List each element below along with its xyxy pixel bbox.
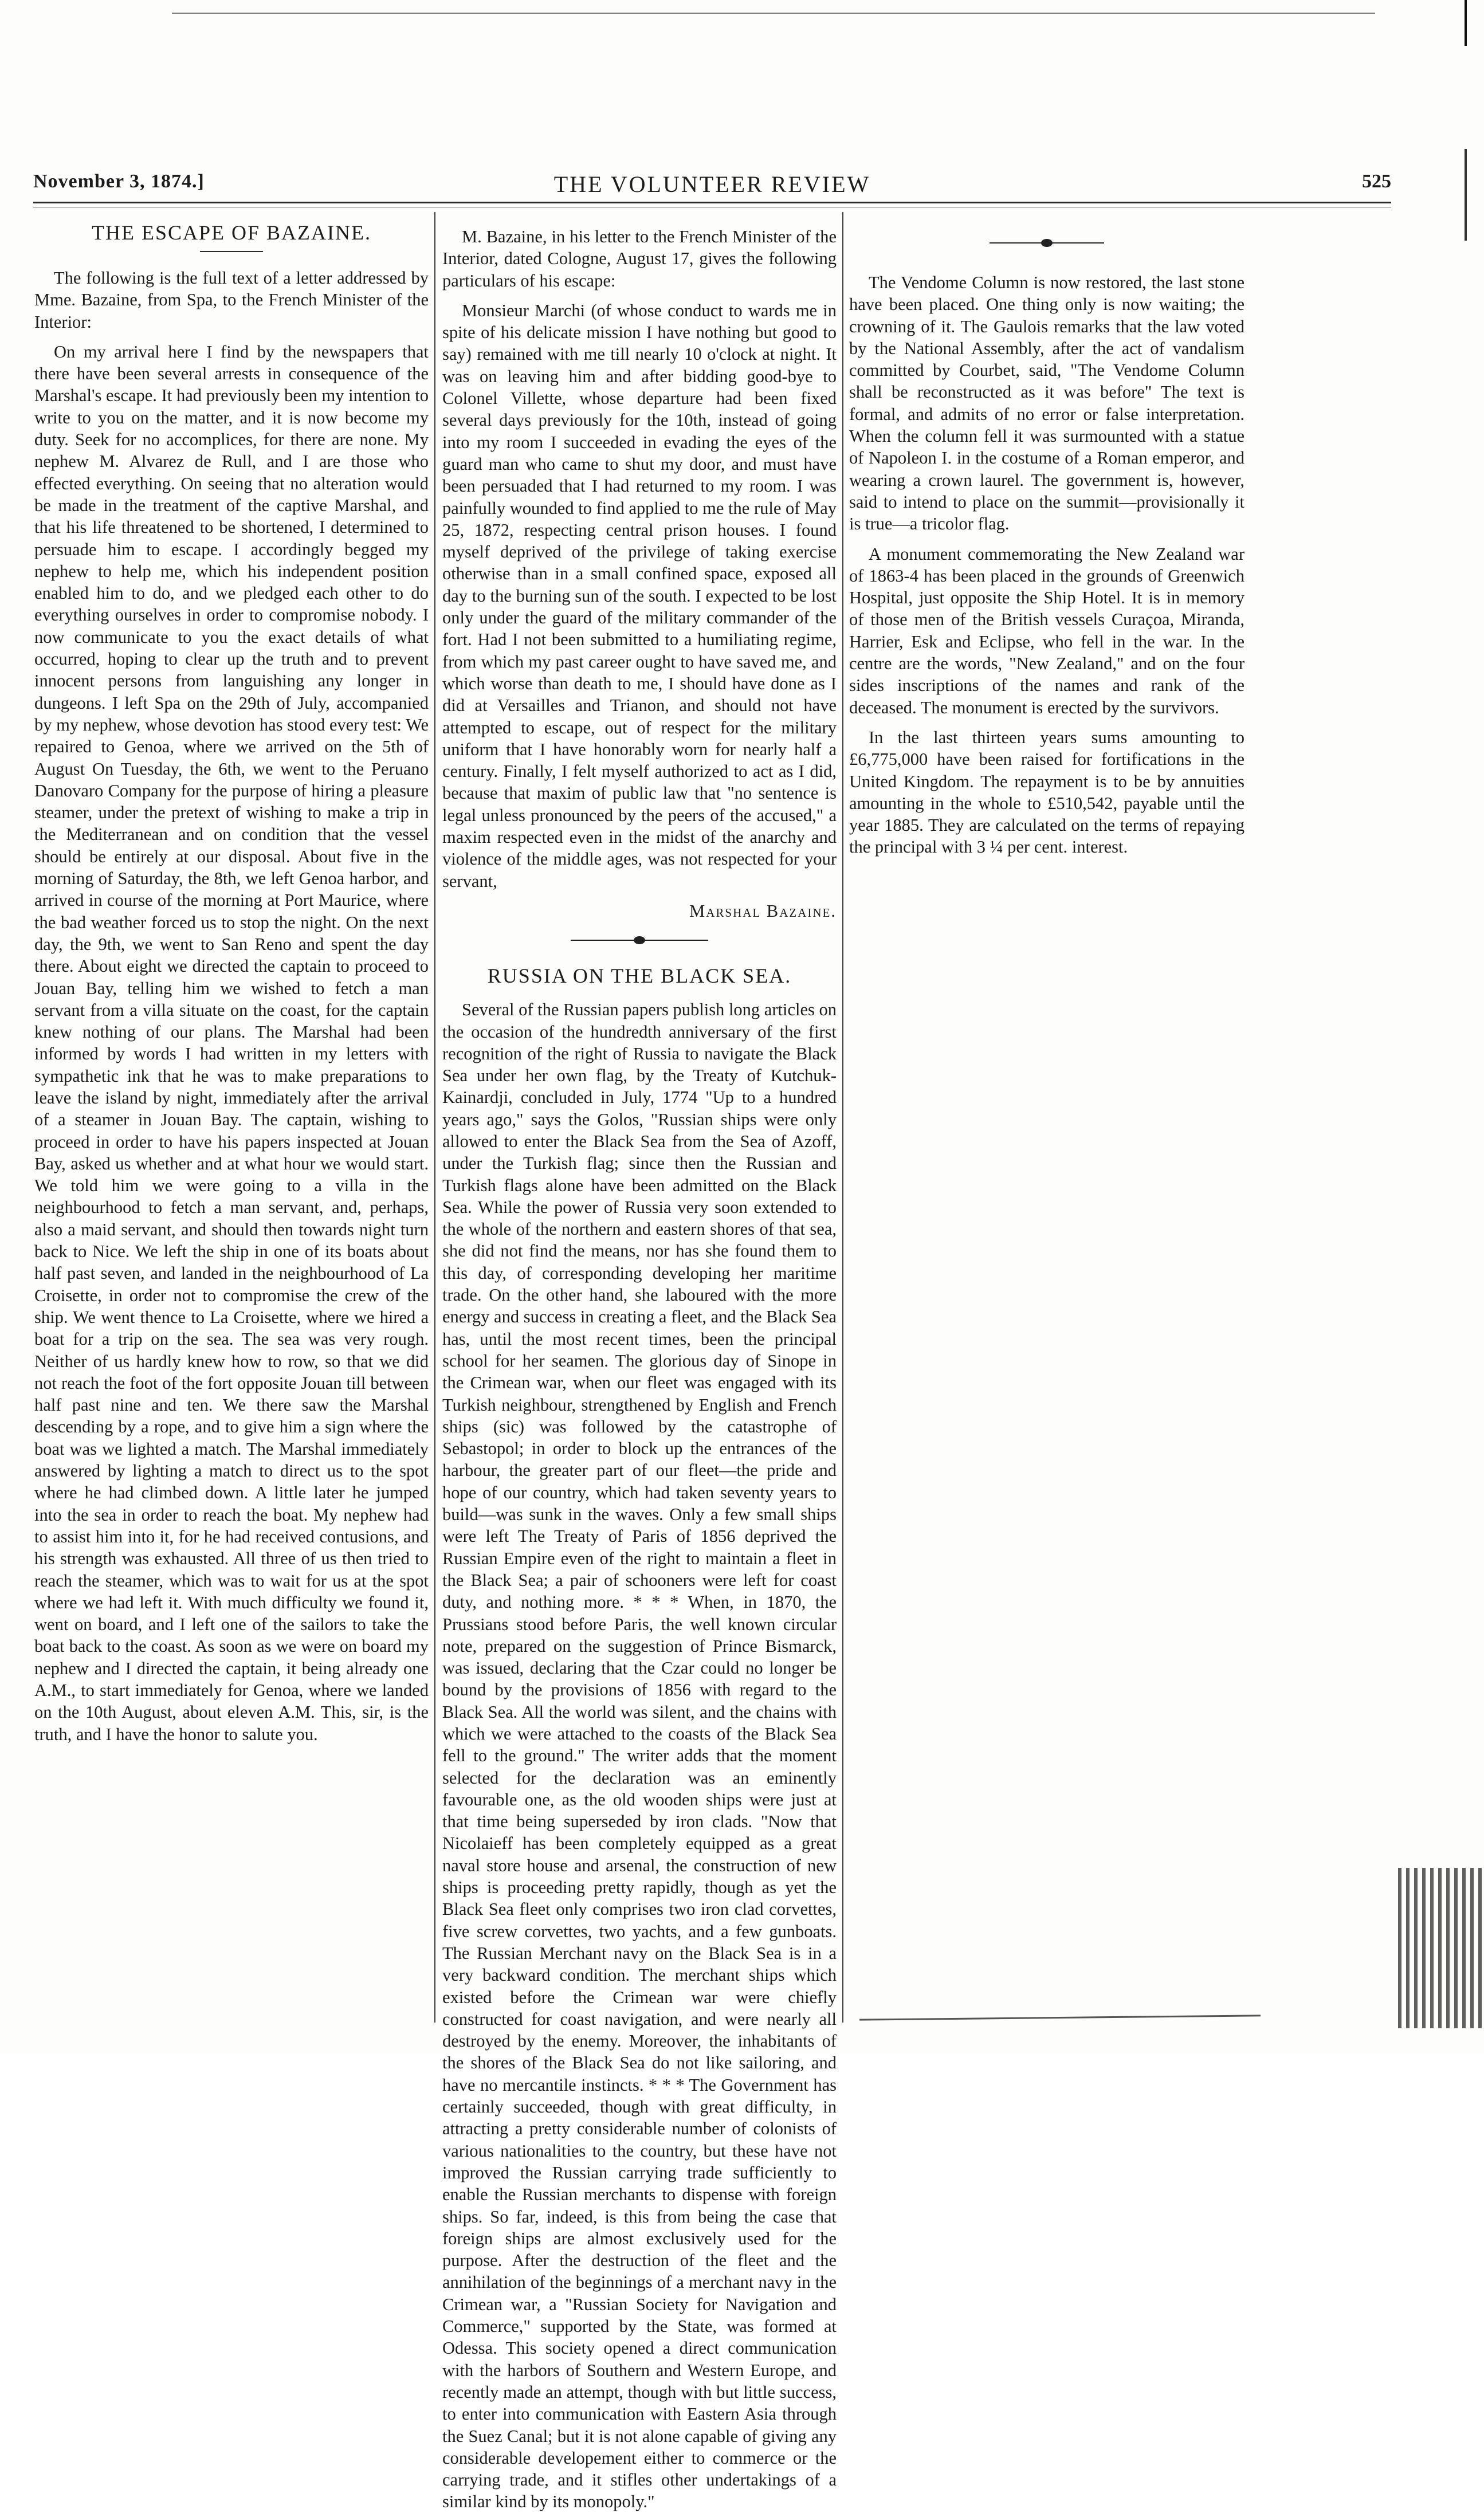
note-vendome-column: The Vendome Column is now restored, the last stone have been placed. One thing only is now waiting; the crowning of it. The Gaulois remarks that the law voted by the National Assembly, after the act of vandalism committed by Courbet, said, "The Vendome Column shall be reconstructed as it was before" The text is formal, and admits of no error or false interpretation. When the column fell it was surmounted with a statue of Napoleon I. in the costume of a Roman emperor, and wearing a crown laurel. The government is, however, said to intend to place on the summit—provisionally it is true—a tricolor flag. xyxy=(849,273,1244,534)
column-1 xyxy=(34,218,429,2020)
section-ornament xyxy=(571,934,708,946)
article-title-russia: RUSSIA ON THE BLACK SEA. xyxy=(487,964,792,988)
marshal-letter-body: Monsieur Marchi (of whose conduct to wards me in spite of his delicate mission I have nothing but good to say) remained with me till nearly 10 o'clock at night. It was on leaving him and after bidding good-bye to Colonel Villette, whose departure had been fixed several days previously for the 10th, instead of going into my room I succeeded in evading the eyes of the guard man who came to shut my door, and must have been persuaded that I had returned to my room. I was painfully wounded to find applied to me the rule of May 25, 1872, respecting central prison houses. I found myself deprived of the privilege of taking exercise otherwise than in a small confined space, exposed all day to the burning sun of the south. I expected to be lost only under the guard of the military commander of the fort. Had I not been submitted to a humiliating regime, from which my past career ought to have saved me, and which worse than death to me, I should have done as I did at Versailles and Trianon, and should not have attempted to escape, out of respect for the military uniform that I have honorably worn for nearly half a century. Finally, I felt myself authorized to act as I did, because that maxim of public law that "no sentence is legal unless pronounced by the peers of the accused," a maxim respected even in the midst of the anarchy and violence of the middle ages, was not respected for your servant, xyxy=(442,300,837,891)
column-divider xyxy=(842,212,843,2023)
column-divider xyxy=(434,212,435,2023)
article-title-bazaine: THE ESCAPE OF BAZAINE. xyxy=(91,221,371,244)
article-intro: The following is the full text of a letter addressed by Mme. Bazaine, from Spa, to the French Minister of the Interior: xyxy=(34,268,429,332)
scan-artifact-right-edge xyxy=(1465,0,1467,2053)
letter-mme-bazaine: On my arrival here I find by the newspapers that there have been several arrests in consequence of the Marshal's escape. It had previously been my intention to write to you on the matter, and it is now become my duty. Seek for no accomplices, for there are none. My nephew M. Alvarez de Rull, and I are those who effected everything. On seeing that no alteration would be made in the treatment of the captive Marshal, and that his life threatened to be shortened, I determined to persuade him to escape. I accordingly begged my nephew to help me, which his independent position enabled him to do, and we pledged each other to do everything ourselves in order to compromise nobody. I now communicate to you the exact details of what occurred, hoping to clear up the truth and to prevent innocent persons from languishing any longer in dungeons. I left Spa on the 29th of July, accompanied by my nephew, whose devotion has stood every test: We repaired to Genoa, where we arrived on the 5th of August On Tuesday, the 6th, we went to the Peruano Danovaro Company for the purpose of hiring a pleasure steamer, under the pretext of wishing to make a trip in the Mediterranean and on condition that the vessel should be entirely at our disposal. About five in the morning of Saturday, the 8th, we left Genoa harbor, and arrived in course of the morning at Port Maurice, where the bad weather forced us to stop the night. On the next day, the 9th, we went to San Reno and spent the day there. About eight we directed the captain to proceed to Jouan Bay, telling him we wished to fetch a man servant from a villa situate on the coast, for the captain knew nothing of our plans. The Marshal had been informed by words I had written in my letters with sympathetic ink that he was to make preparations to leave the island by night, immediately after the arrival of a steamer in Jouan Bay. The captain, wishing to proceed in order to have his papers inspected at Jouan Bay, asked us whether and at what hour we would start. We told him we were going to a villa in the neighbourhood to fetch a man servant, and, perhaps, also a maid servant, and should then towards night turn back to Nice. We left the ship in one of its boats about half past seven, and landed in the neighbourhood of La Croisette, in order not to compromise the crew of the ship. We went thence to La Croisette, where we hired a boat for a trip on the sea. The sea was very rough. Neither of us hardly knew how to row, so that we did not reach the foot of the fort opposite Jouan till between half past nine and ten. We there saw the Marshal descending by a rope, and to give him a sign where the boat was we lighted a match. The Marshal immediately answered by lighting a match to direct us to the spot where he had climbed down. A little later he jumped into the sea in order to reach the boat. My nephew had to assist him into it, for he had received contusions, and his strength was exhausted. All three of us then tried to reach the steamer, which was to wait for us at the spot where we had left it. With much difficulty we found it, went on board, and I left one of the sailors to take the boat back to the coast. As soon as we were on board my nephew and I directed the captain, it being already one A.M., to start immediately for Genoa, where we landed on the 10th August, about eleven A.M. This, sir, is the truth, and I have the honor to salute you. xyxy=(34,341,429,1744)
column-2 xyxy=(442,218,837,2512)
page-number: 525 xyxy=(1362,171,1391,192)
note-fortifications: In the last thirteen years sums amounting to £6,775,000 have been raised for fortifications in the United Kingdom. The repayment is to be by annuities amounting in the whole to £510,542, payable until the year 1885. They are calculated on the terms of repaying the principal with 3 ¼ per cent. interest. xyxy=(849,727,1244,857)
running-header xyxy=(33,171,1391,199)
title-divider xyxy=(200,251,263,252)
publication-title: THE VOLUNTEER REVIEW xyxy=(553,171,871,197)
section-ornament xyxy=(990,237,1104,249)
scan-artifact-corner-smudge xyxy=(1398,1868,1484,2028)
column-3 xyxy=(849,218,1244,2020)
scan-artifact-top-line xyxy=(172,13,1375,14)
header-rule xyxy=(33,202,1391,203)
russia-article-body: Several of the Russian papers publish long articles on the occasion of the hundredth anniversary of the first recognition of the right of Russia to navigate the Black Sea under her own flag, by the Treaty of Kutchuk-Kainardji, concluded in July, 1774 "Up to a hundred years ago," says the Golos, "Russian ships were only allowed to enter the Black Sea from the Sea of Azoff, under the Turkish flag; since then the Russian and Turkish flags alone have been admitted on the Black Sea. While the power of Russia very soon extended to the whole of the northern and eastern shores of that sea, she did not find the means, nor has she found them to this day, of corresponding developing her maritime trade. On the other hand, she laboured with the more energy and success in creating a fleet, and the Black Sea has, until the most recent times, been the principal school for her seamen. The glorious day of Sinope in the Crimean war, when our fleet was engaged with its Turkish neighbour, strengthened by English and French ships (sic) was followed by the catastrophe of Sebastopol; in order to block up the entrances of the harbour, the greater part of our fleet—the pride and hope of our country, which had taken seventy years to build—was sunk in the waves. Only a few small ships were left The Treaty of Paris of 1856 deprived the Russian Empire even of the right to maintain a fleet in the Black Sea; a pair of schooners were left for coast duty, and nothing more. * * * When, in 1870, the Prussians stood before Paris, the well known circular note, prepared on the suggestion of Prince Bismarck, was issued, declaring that the Czar could no longer be bound by the provisions of 1856 with regard to the Black Sea. All the world was silent, and the chains with which we were attached to the coasts of the Black Sea fell to the ground." The writer adds that the moment selected for the declaration was an eminently favourable one, as the old wooden ships were just at that time being superseded by iron clads. "Now that Nicolaieff has been completely equipped as a great naval store house and arsenal, the construction of new ships is proceeding pretty rapidly, though as yet the Black Sea fleet only comprises two iron clad corvettes, five screw corvettes, two yachts, and a few gunboats. The Russian Merchant navy on the Black Sea is in a very backward condition. The merchant ships which existed before the Crimean war were chiefly constructed for coast navigation, and were nearly all destroyed by the enemy. Moreover, the inhabitants of the shores of the Black Sea do not like sailoring, and have no mercantile instincts. * * * The Government has certainly succeeded, though with great difficulty, in attracting a pretty considerable number of colonists of various nationalities to the country, but these have not improved the Russian carrying trade sufficiently to enable the Russian merchants to dispense with foreign ships. So far, indeed, is this from being the case that foreign ships are almost exclusively used for the purpose. After the destruction of the fleet and the annihilation of the beginnings of a merchant navy in the Crimean war, a "Russian Society for Navigation and Commerce," supported by the State, was formed at Odessa. This society opened a direct communication with the harbors of Southern and Western Europe, and recently made an attempt, though with but little success, to enter into communication with Eastern Asia through the Suez Canal; but it is not alone capable of giving any considerable developement either to commerce or the carrying trade, and it stifles other undertakings of a similar kind by its monopoly." xyxy=(442,1000,837,2512)
signature: Marshal Bazaine. xyxy=(689,901,837,921)
note-new-zealand-monument: A monument commemorating the New Zealand war of 1863-4 has been placed in the grounds of Greenwich Hospital, just opposite the Ship Hotel. It is in memory of those men of the British vessels Curaçoa, Miranda, Harrier, Esk and Eclipse, who fell in the war. In the centre are the words, "New Zealand," and on the four sides inscriptions of the names and rank of the deceased. The monument is erected by the survivors. xyxy=(849,544,1244,717)
issue-date: November 3, 1874.] xyxy=(33,171,205,192)
marshal-letter-intro: M. Bazaine, in his letter to the French Minister of the Interior, dated Cologne, August 17, gives the following particulars of his escape: xyxy=(442,227,837,290)
